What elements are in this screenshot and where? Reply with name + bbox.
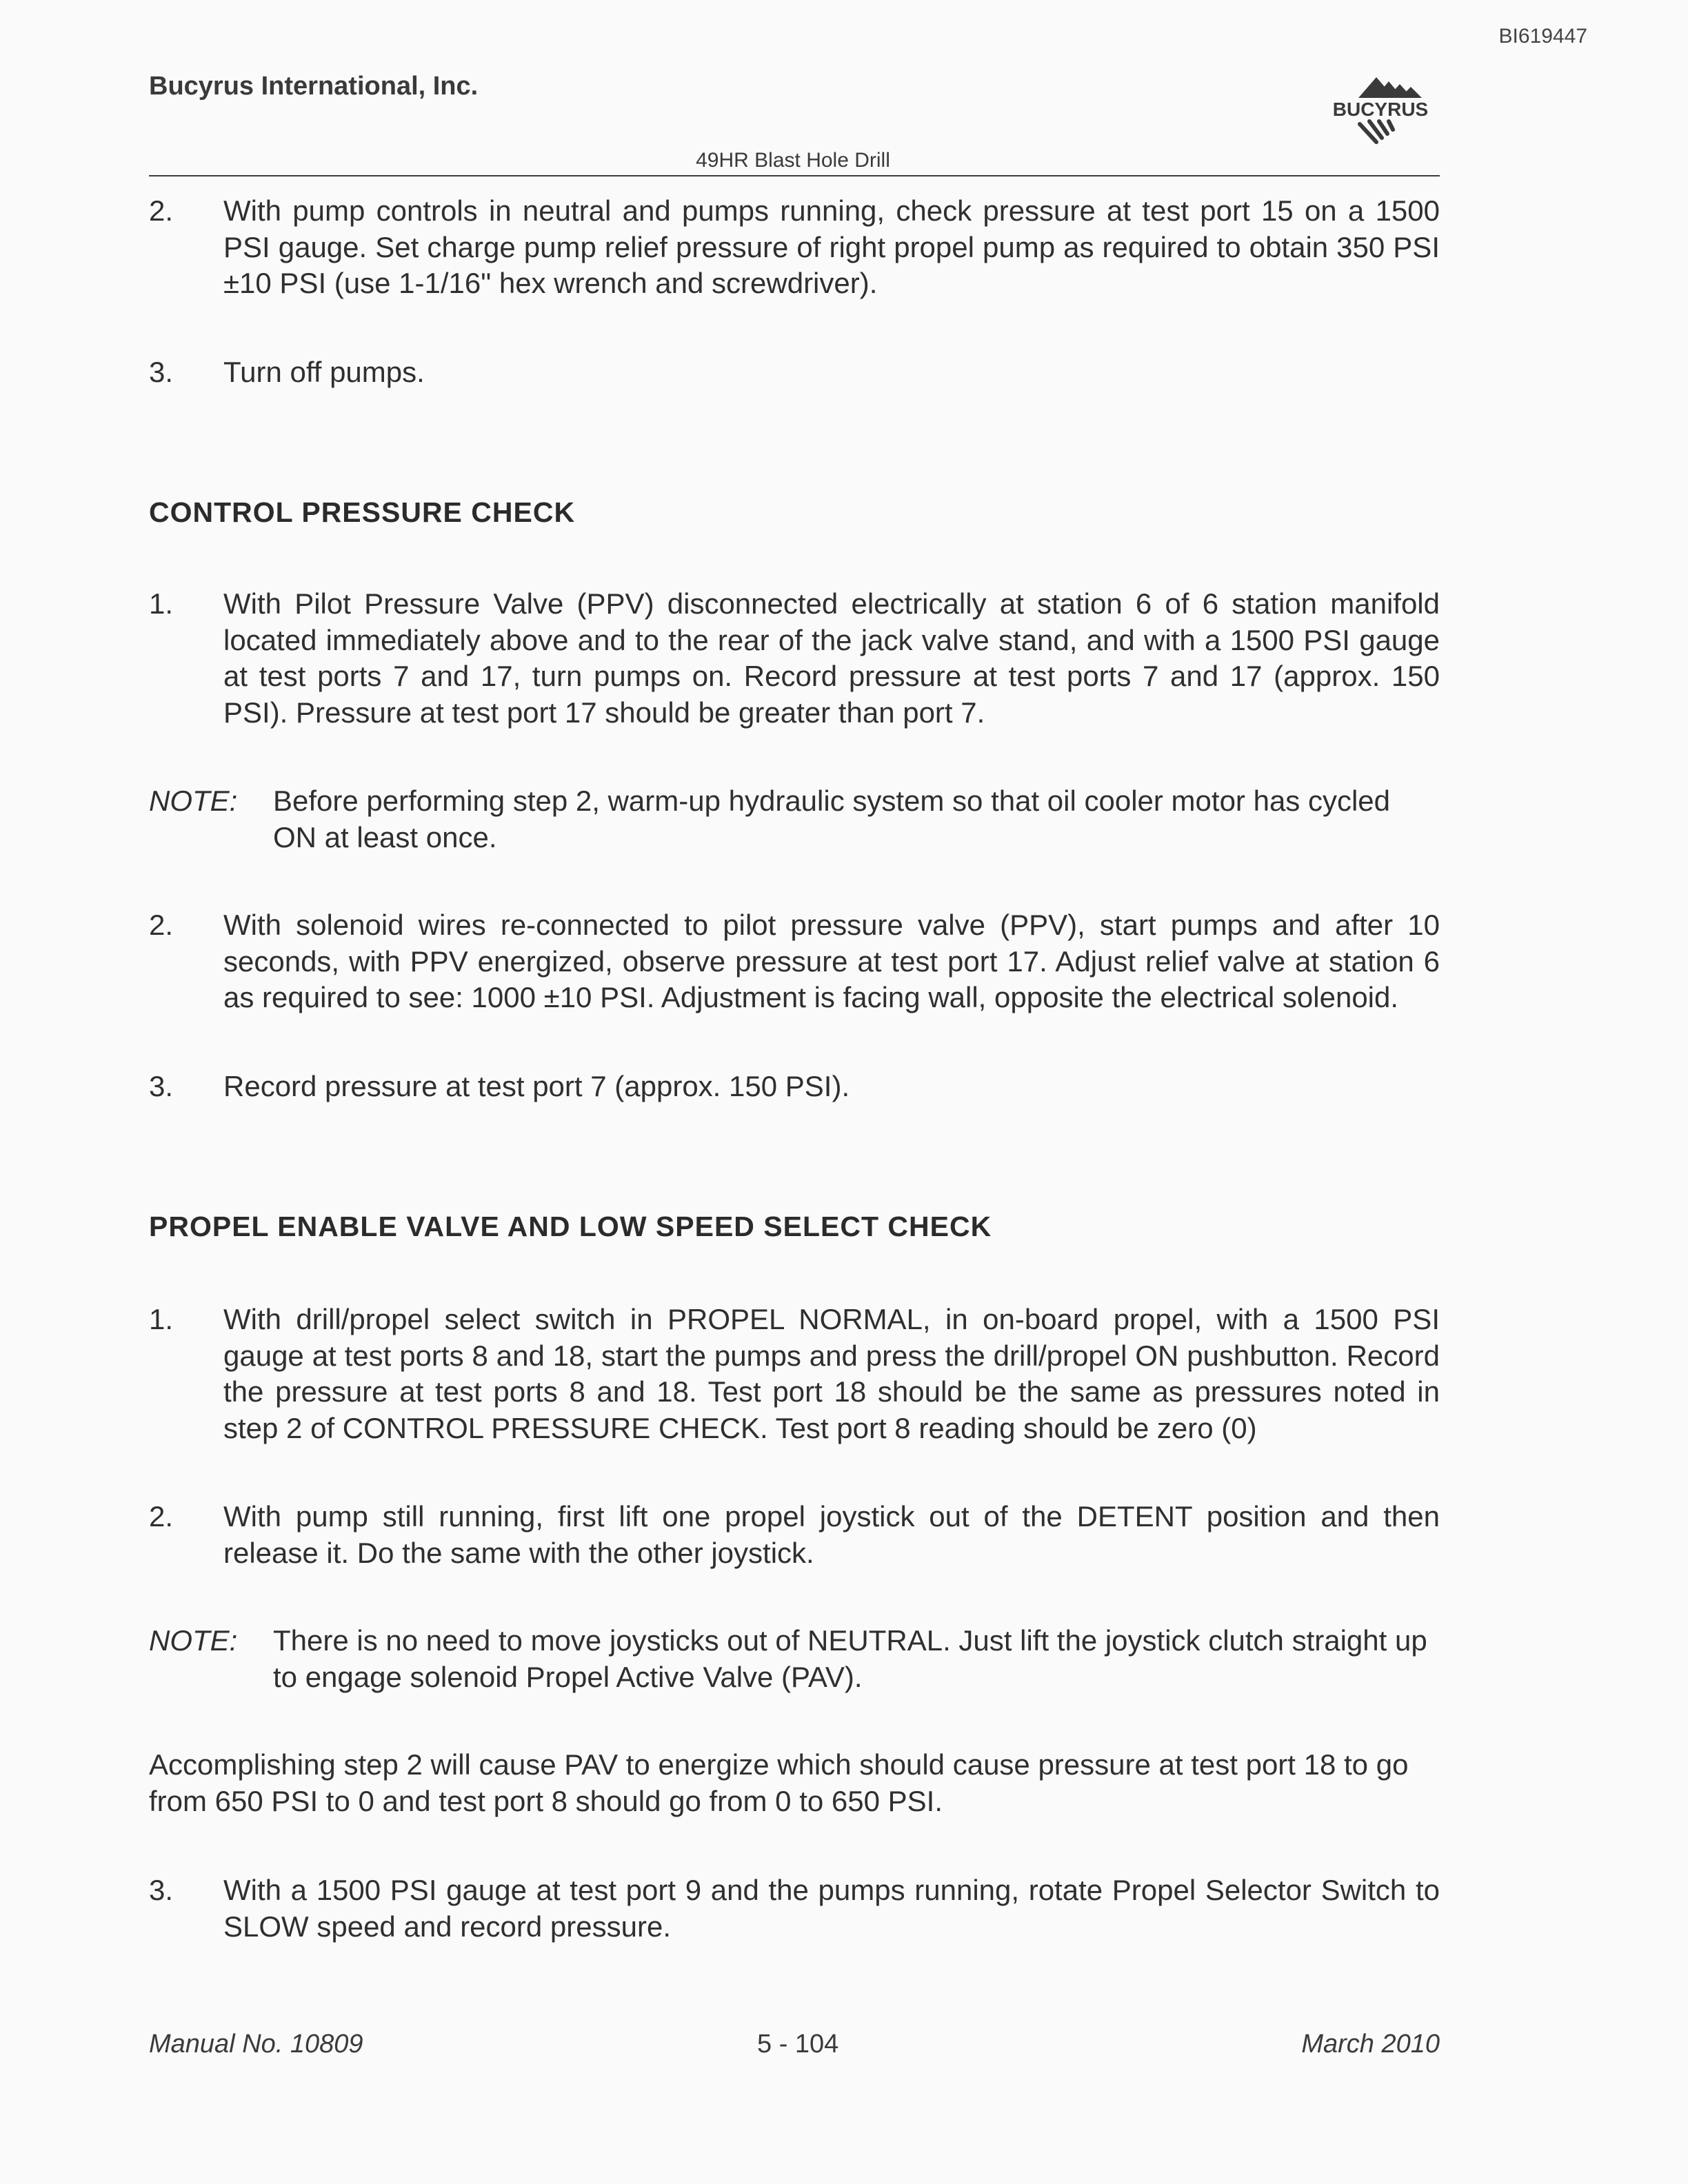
footer-date: March 2010: [1301, 2030, 1440, 2059]
top-step-2: [149, 193, 1440, 302]
note-text: Before performing step 2, warm-up hydraulic system so that oil cooler motor has cycled ON at least once.: [273, 785, 1391, 853]
note-label: NOTE:: [149, 1624, 238, 1657]
step-number: 3.: [149, 356, 174, 388]
step-text: With pump controls in neutral and pumps running, check pressure at test port 15 on a 1500 PSI gauge. Set charge pump relief pressure of right propel pump as required to obtain 350 PSI ±10 PSI (use 1-1/16" hex wrench and screwdriver).: [223, 194, 1440, 299]
header-rule: [149, 175, 1440, 176]
step-number: 3.: [149, 1874, 174, 1906]
bucyrus-logo: [1317, 72, 1444, 152]
step-text: With drill/propel select switch in PROPEL NORMAL, in on-board propel, with a 1500 PSI gauge at test ports 8 and 18, start the pumps and press the drill/propel ON pushbutton. Record the pressure at test ports 8 and 18. Test port 18 should be the same as pressures noted in step 2 of CONTROL PRESSURE CHECK. Test port 8 reading should be zero (0): [223, 1303, 1440, 1444]
step-text: With a 1500 PSI gauge at test port 9 and the pumps running, rotate Propel Selector Switch to SLOW speed and record pressure.: [223, 1874, 1440, 1943]
company-name: Bucyrus International, Inc.: [149, 72, 479, 101]
step-number: 2.: [149, 194, 174, 227]
step-text: Turn off pumps.: [223, 356, 425, 388]
step-number: 2.: [149, 1500, 174, 1533]
step-text: With solenoid wires re-connected to pilot pressure valve (PPV), start pumps and after 10 seconds, with PPV energized, observe pressure at test port 17. Adjust relief valve at station 6 as required to see: 1000 ±10 PSI. Adjustment is facing wall, opposite the electrical solenoid.: [223, 909, 1440, 1013]
step-number: 1.: [149, 587, 174, 620]
control-step-2: [149, 907, 1440, 1016]
logo-wordmark: BUCYRUS: [1332, 99, 1429, 120]
footer-page-number: 5 - 104: [757, 2030, 839, 2059]
section-heading-control-pressure: CONTROL PRESSURE CHECK: [149, 496, 576, 528]
control-step-3: [149, 1069, 1440, 1105]
step-number: 1.: [149, 1303, 174, 1335]
paragraph-text: Accomplishing step 2 will cause PAV to energize which should cause pressure at test port 18 to go from 650 PSI to 0 and test port 8 should go from 0 to 650 PSI.: [149, 1748, 1409, 1817]
propel-step-1: [149, 1302, 1440, 1446]
model-title: 49HR Blast Hole Drill: [696, 149, 890, 172]
control-note: [149, 783, 1440, 856]
propel-step-2: [149, 1499, 1440, 1571]
note-text: There is no need to move joysticks out of NEUTRAL. Just lift the joystick clutch straight up to engage solenoid Propel Active Valve (PAV).: [273, 1624, 1427, 1693]
footer-manual-number: Manual No. 10809: [149, 2030, 363, 2059]
note-label: NOTE:: [149, 785, 238, 817]
top-step-3: [149, 354, 1440, 391]
step-number: 3.: [149, 1070, 174, 1102]
step-text: Record pressure at test port 7 (approx. 150 PSI).: [223, 1070, 850, 1102]
section-heading-propel-enable: PROPEL ENABLE VALVE AND LOW SPEED SELECT CHECK: [149, 1211, 992, 1242]
step-text: With pump still running, first lift one propel joystick out of the DETENT position and then release it. Do the same with the other joystick.: [223, 1500, 1440, 1569]
step-number: 2.: [149, 909, 174, 941]
propel-step-3: [149, 1872, 1440, 1945]
step-text: With Pilot Pressure Valve (PPV) disconnected electrically at station 6 of 6 station manifold located immediately above and to the rear of the jack valve stand, and with a 1500 PSI gauge at test ports 7 and 17, turn pumps on. Record pressure at test ports 7 and 17 (approx. 150 PSI). Pressure at test port 17 should be greater than port 7.: [223, 587, 1440, 729]
propel-paragraph: [149, 1747, 1440, 1819]
document-id: BI619447: [1498, 25, 1587, 48]
control-step-1: [149, 586, 1440, 731]
propel-note: [149, 1623, 1440, 1695]
